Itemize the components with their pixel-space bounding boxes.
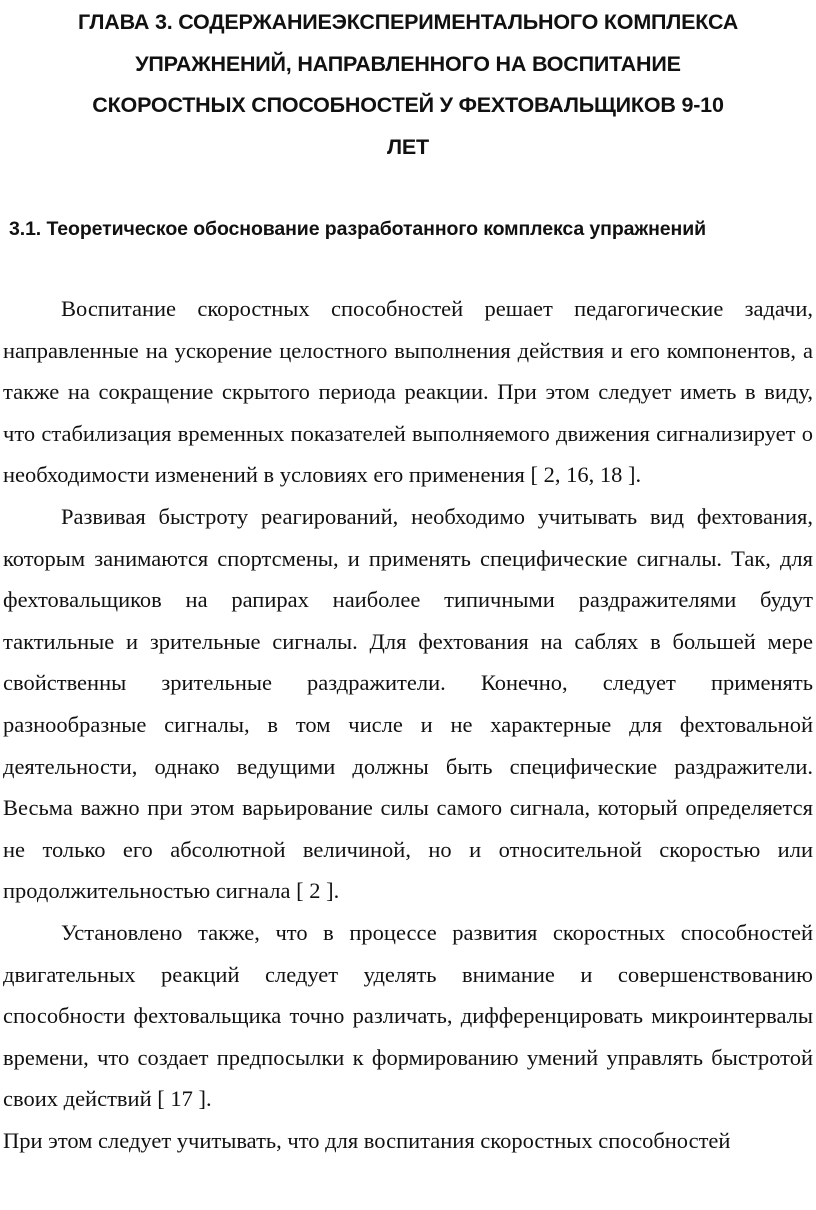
chapter-title-line: СКОРОСТНЫХ СПОСОБНОСТЕЙ У ФЕХТОВАЛЬЩИКОВ 9-10 <box>92 93 724 117</box>
chapter-title-line: ЛЕТ <box>387 134 429 159</box>
chapter-title-line: УПРАЖНЕНИЙ, НАПРАВЛЕННОГО НА ВОСПИТАНИЕ <box>135 51 681 76</box>
paragraph: Развивая быстроту реагирований, необходимо учитывать вид фехтования, которым занимаются спортсмены, и применять специфические сигналы. Так, для фехтовальщиков на рапирах наиболее типичными раздражителями будут тактильные и зрительные сигналы. Для фехтования на саблях в большей мере свойственны зрительные раздражители. Конечно, следует применять разнообразные сигналы, в том числе и не характерные для фехтовальной деятельности, однако ведущими должны быть специфические раздражители. Весьма важно при этом варьирование силы самого сигнала, который определяется не только его абсолютной величиной, но и относительной скоростью или продолжительностью сигнала [ 2 ]. <box>3 503 813 904</box>
section-title: 3.1. Теоретическое обоснование разработанного комплекса упражнений <box>9 218 706 240</box>
trailing-line: При этом следует учитывать, что для воспитания скоростных способностей <box>3 1127 731 1153</box>
body-text <box>3 288 813 1161</box>
chapter-title <box>3 2 813 168</box>
paragraph: Установлено также, что в процессе развития скоростных способностей двигательных реакций следует уделять внимание и совершенствованию способности фехтовальщика точно различать, дифференцировать микроинтервалы времени, что создает предпосылки к формированию умений управлять быстротой своих действий [ 17 ]. <box>3 919 813 1112</box>
chapter-title-line: ГЛАВА 3. СОДЕРЖАНИЕЭКСПЕРИМЕНТАЛЬНОГО КОМПЛЕКСА <box>77 10 739 34</box>
paragraph: Воспитание скоростных способностей решает педагогические задачи, направленные на ускорение целостного выполнения действия и его компонентов, а также на сокращение скрытого периода реакции. При этом следует иметь в виду, что стабилизация временных показателей выполняемого движения сигнализирует о необходимости изменений в условиях его применения [ 2, 16, 18 ]. <box>3 296 813 488</box>
